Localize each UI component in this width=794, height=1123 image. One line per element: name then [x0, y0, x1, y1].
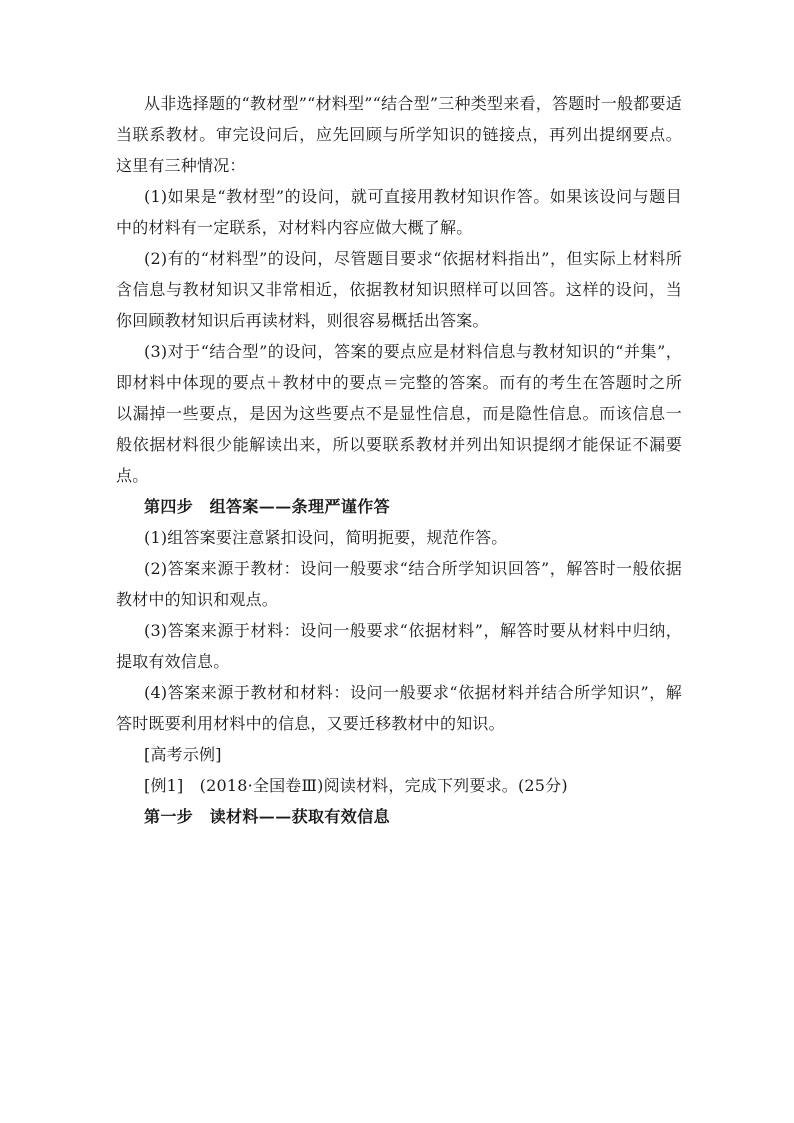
- step-4-item-1: (1)组答案要注意紧扣设问，简明扼要，规范作答。: [144, 528, 508, 547]
- step-4-heading: 第四步 组答案——条理严谨作答: [144, 497, 391, 516]
- step-4-item-4: (4)答案来源于教材和材料：设问一般要求“依据材料并结合所学知识”，解答时既要利用材料中的信息，又要迁移教材中的知识。: [116, 683, 682, 733]
- case-3-paragraph: (3)对于“结合型”的设问，答案的要点应是材料信息与教材知识的“并集”，即材料中体现的要点＋教材中的要点＝完整的答案。而有的考生在答题时之所以漏掉一些要点，是因为这些要点不是显性信息，而是隐性信息。而该信息一般依据材料很少能解读出来，所以要联系教材并列出知识提纲才能保证不漏要点。: [116, 342, 682, 485]
- example-1-prompt: [例1] (2018·全国卷Ⅲ)阅读材料，完成下列要求。(25分): [144, 776, 568, 795]
- step-4-item-2: (2)答案来源于教材：设问一般要求“结合所学知识回答”，解答时一般依据教材中的知识和观点。: [116, 559, 682, 609]
- intro-paragraph: 从非选择题的“教材型”“材料型”“结合型”三种类型来看，答题时一般都要适当联系教材。审完设问后，应先回顾与所学知识的链接点，再列出提纲要点。这里有三种情况：: [116, 94, 682, 175]
- document-body: [116, 88, 682, 832]
- step-1-heading: 第一步 读材料——获取有效信息: [144, 807, 391, 826]
- step-4-item-3: (3)答案来源于材料：设问一般要求“依据材料”，解答时要从材料中归纳，提取有效信息。: [116, 621, 682, 671]
- example-section-label: [高考示例]: [144, 745, 222, 764]
- case-1-paragraph: (1)如果是“教材型”的设问，就可直接用教材知识作答。如果该设问与题目中的材料有一定联系，对材料内容应做大概了解。: [116, 187, 682, 237]
- case-2-paragraph: (2)有的“材料型”的设问，尽管题目要求“依据材料指出”，但实际上材料所含信息与教材知识又非常相近，依据教材知识照样可以回答。这样的设问，当你回顾教材知识后再读材料，则很容易概括出答案。: [116, 249, 682, 330]
